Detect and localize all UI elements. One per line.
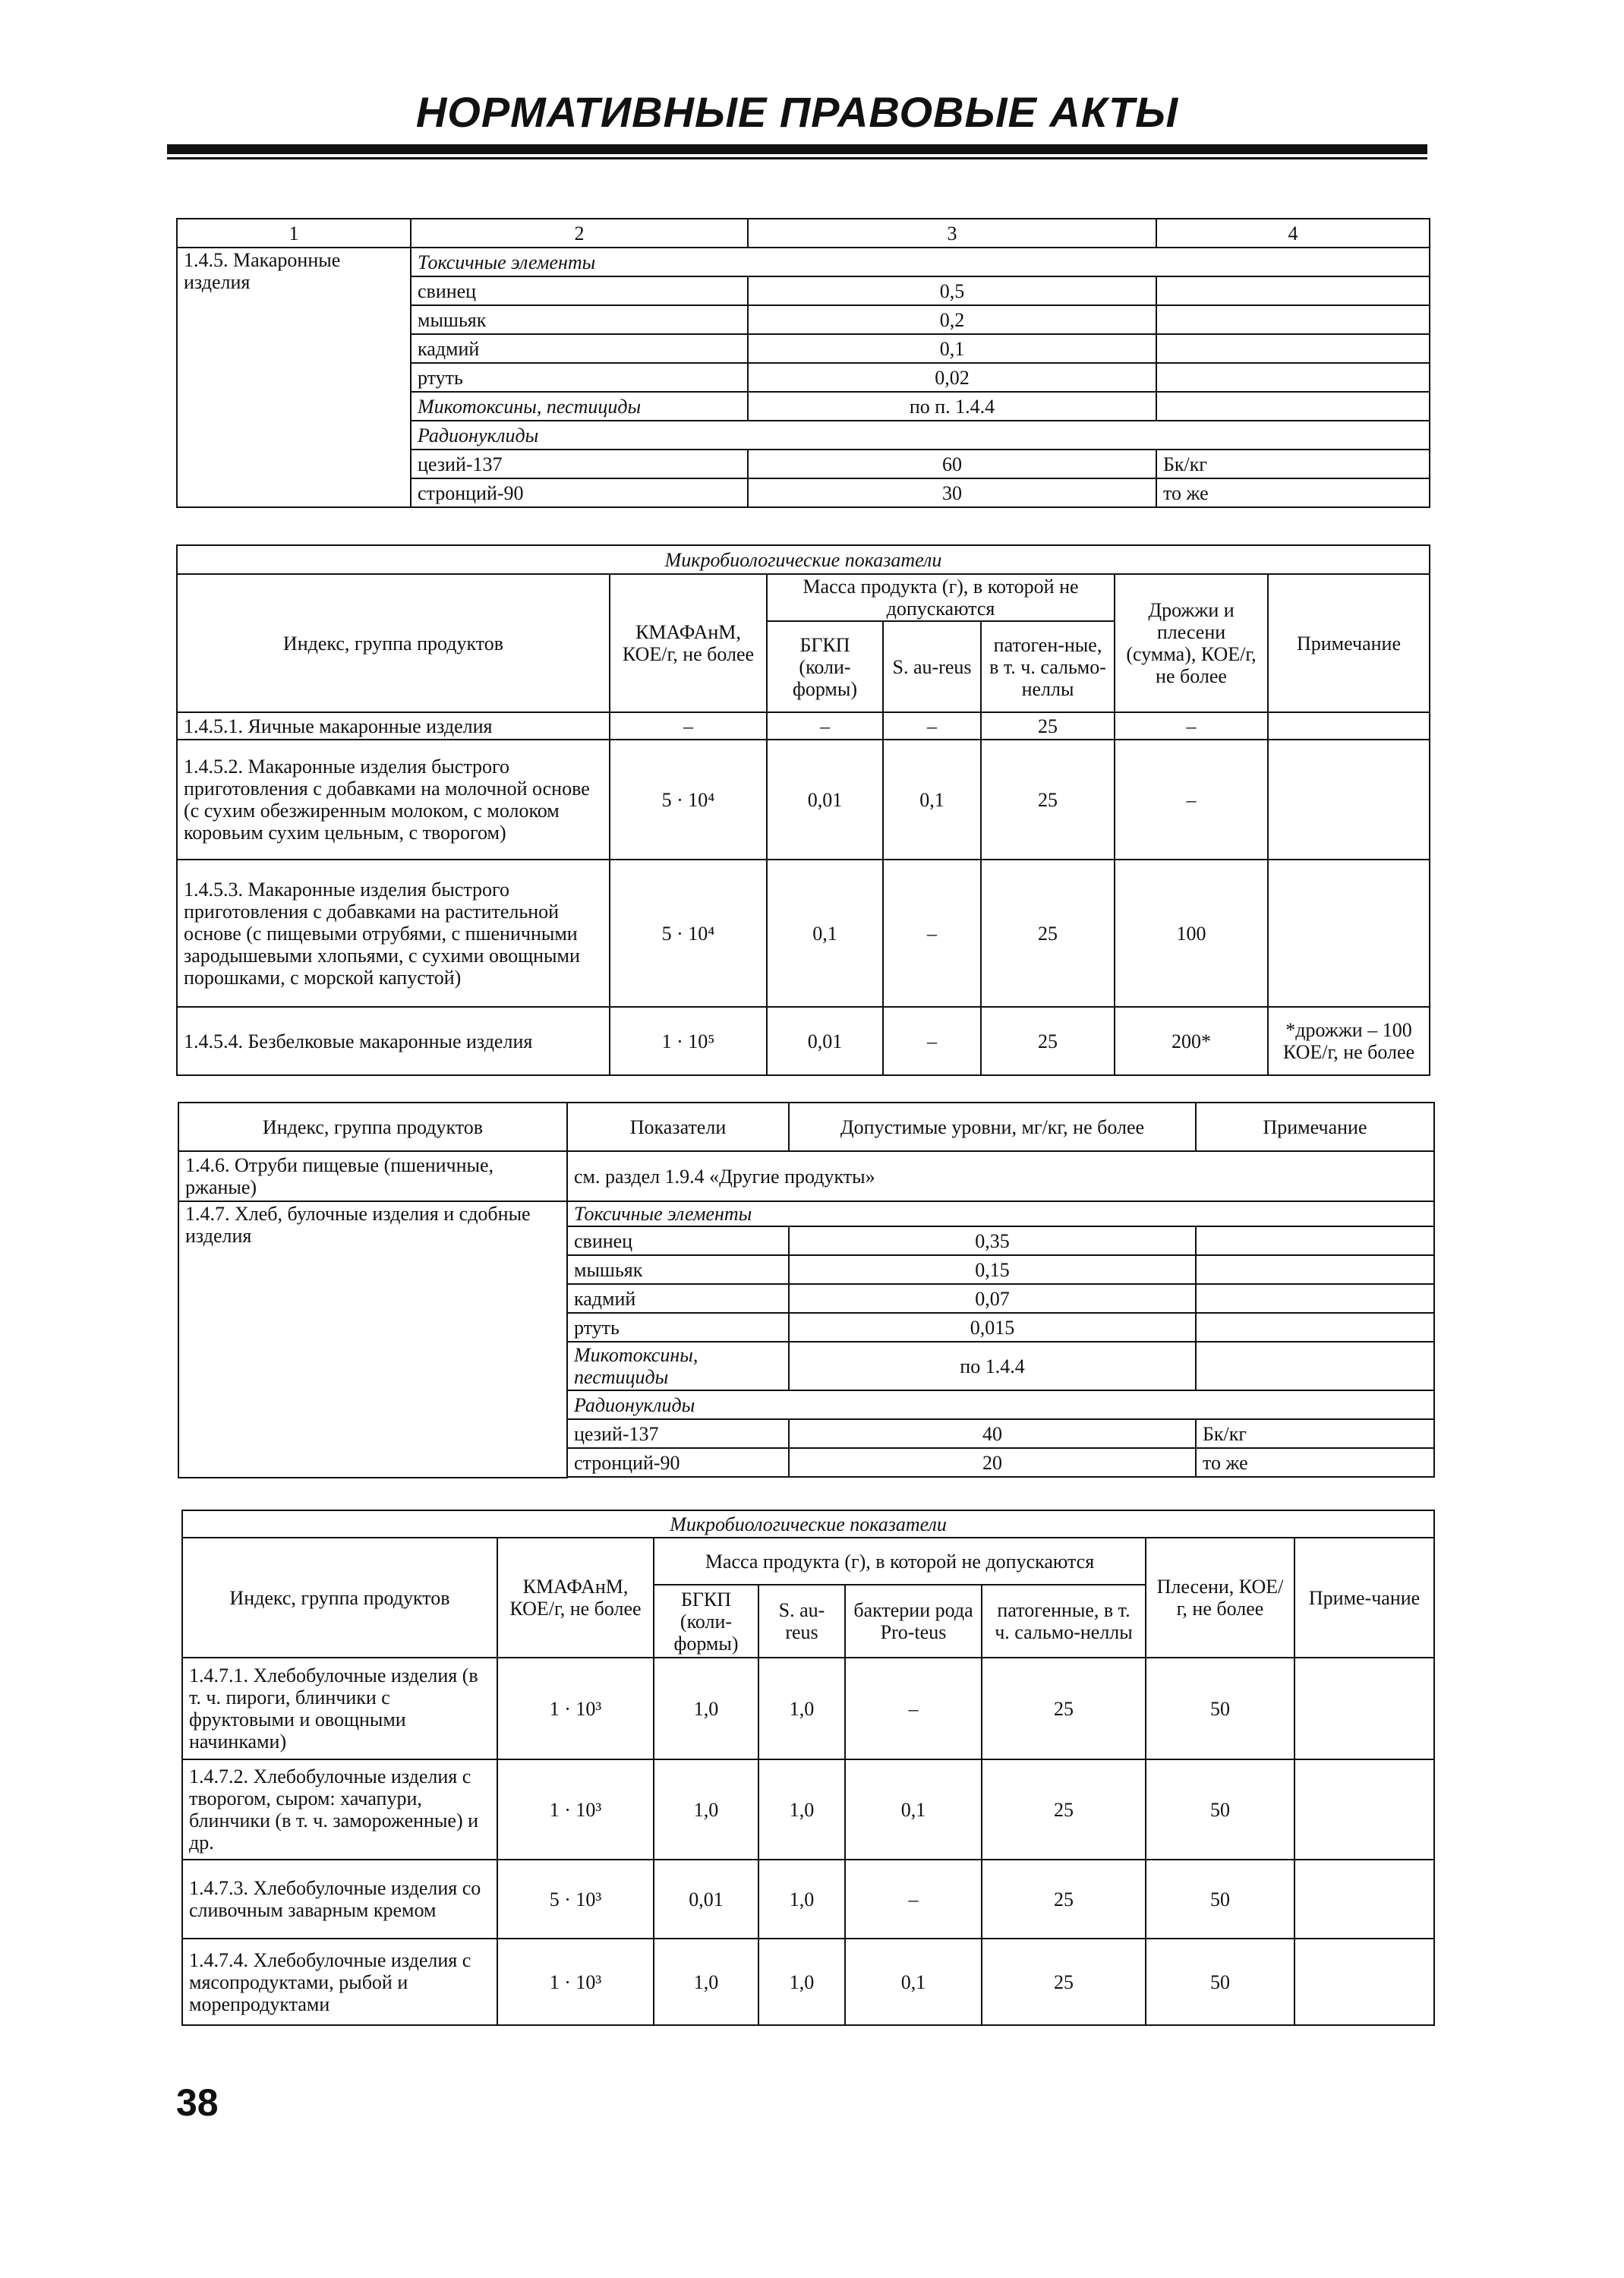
s-aureus-value: 0,1 (883, 740, 981, 860)
indicator-name: свинец (411, 276, 748, 305)
row-name: 1.4.5.3. Макаронные изделия быстрого приготовления с добавками на растительной основе (с пищевыми отрубями, с пшеничными зародышевыми хлопьями, с сухими овощными порошками, с морской капустой) (177, 860, 610, 1007)
row-name: 1.4.6. Отруби пищевые (пшеничные, ржаные) (178, 1151, 567, 1201)
note-cell (1156, 334, 1430, 363)
indicator-name: цезий-137 (567, 1419, 789, 1448)
row-name: 1.4.7.3. Хлебобулочные изделия со сливочным заварным кремом (182, 1860, 497, 1939)
note-cell: то же (1196, 1448, 1434, 1477)
pathogens-value: 25 (982, 1939, 1146, 2025)
row-name: 1.4.5.4. Безбелковые макаронные изделия (177, 1007, 610, 1075)
s-aureus-value: – (883, 1007, 981, 1075)
note-value (1294, 1759, 1434, 1860)
level-value: 40 (789, 1419, 1196, 1448)
section-label: Токсичные элементы (411, 248, 1430, 276)
note-value (1268, 740, 1430, 860)
indicator-name: Микотоксины, пестициды (411, 392, 748, 421)
note-cell (1156, 363, 1430, 392)
group-name: 1.4.5. Макаронные изделия (177, 248, 411, 507)
indicator-name: Микотоксины, пестициды (567, 1342, 789, 1390)
level-value: 0,15 (789, 1255, 1196, 1284)
bgkp-value: 1,0 (654, 1759, 758, 1860)
bgkp-value: 0,01 (767, 1007, 883, 1075)
header-rule-thick (167, 144, 1427, 154)
level-value: 60 (748, 450, 1156, 478)
indicator-name: стронций-90 (567, 1448, 789, 1477)
note-cell: то же (1156, 478, 1430, 507)
header-note: Приме-чание (1294, 1538, 1434, 1658)
row-name: 1.4.5.1. Яичные макаронные изделия (177, 712, 610, 740)
s-aureus-value: 1,0 (758, 1939, 845, 2025)
bgkp-value: – (767, 712, 883, 740)
pathogens-value: 25 (982, 1759, 1146, 1860)
indicator-name: кадмий (411, 334, 748, 363)
kmaf-value: 5 · 10³ (497, 1860, 654, 1939)
note-value: *дрожжи – 100 КОЕ/г, не более (1268, 1007, 1430, 1075)
indicator-name: мышьяк (567, 1255, 789, 1284)
note-cell (1196, 1342, 1434, 1390)
header-yeast: Дрожжи и плесени (сумма), КОЕ/г, не более (1115, 574, 1268, 712)
proteus-value: – (845, 1860, 982, 1939)
kmaf-value: 1 · 10³ (497, 1658, 654, 1759)
header-index: Индекс, группа продуктов (182, 1538, 497, 1658)
table-pasta-microbiology (176, 544, 1430, 1076)
header-note: Примечание (1196, 1103, 1434, 1151)
page-number: 38 (176, 2081, 219, 2124)
note-value (1294, 1860, 1434, 1939)
pathogens-value: 25 (981, 740, 1115, 860)
header-indicators: Показатели (567, 1103, 789, 1151)
section-label: Радионуклиды (411, 421, 1430, 450)
note-cell (1196, 1284, 1434, 1313)
yeast-value: – (1115, 740, 1268, 860)
level-value: по п. 1.4.4 (748, 392, 1156, 421)
table-bread-microbiology (181, 1510, 1435, 2026)
mold-value: 50 (1146, 1759, 1294, 1860)
pathogens-value: 25 (982, 1658, 1146, 1759)
level-value: 0,02 (748, 363, 1156, 392)
level-value: 0,1 (748, 334, 1156, 363)
mold-value: 50 (1146, 1939, 1294, 2025)
col-number: 4 (1156, 219, 1430, 248)
section-label: Радионуклиды (567, 1390, 1434, 1419)
yeast-value: 200* (1115, 1007, 1268, 1075)
page-header-title: НОРМАТИВНЫЕ ПРАВОВЫЕ АКТЫ (415, 88, 1179, 136)
table-title: Микробиологические показатели (177, 545, 1430, 574)
header-pathogens: патогенные, в т. ч. сальмо-неллы (982, 1585, 1146, 1658)
s-aureus-value: 1,0 (758, 1860, 845, 1939)
level-value: 0,2 (748, 305, 1156, 334)
yeast-value: 100 (1115, 860, 1268, 1007)
kmaf-value: 1 · 10³ (497, 1939, 654, 2025)
indicator-name: свинец (567, 1226, 789, 1255)
header-index: Индекс, группа продуктов (178, 1103, 567, 1151)
kmaf-value: 1 · 10³ (497, 1759, 654, 1860)
pathogens-value: 25 (982, 1860, 1146, 1939)
level-value: по 1.4.4 (789, 1342, 1196, 1390)
header-note: Примечание (1268, 574, 1430, 712)
s-aureus-value: – (883, 860, 981, 1007)
level-value: 0,015 (789, 1313, 1196, 1342)
pathogens-value: 25 (981, 712, 1115, 740)
row-name: 1.4.7.4. Хлебобулочные изделия с мясопродуктами, рыбой и морепродуктами (182, 1939, 497, 2025)
proteus-value: 0,1 (845, 1939, 982, 2025)
note-value (1294, 1658, 1434, 1759)
group-name: 1.4.7. Хлеб, булочные изделия и сдобные изделия (178, 1201, 567, 1478)
level-value: 30 (748, 478, 1156, 507)
col-number: 3 (748, 219, 1156, 248)
bgkp-value: 1,0 (654, 1658, 758, 1759)
header-mold: Плесени, КОЕ/г, не более (1146, 1538, 1294, 1658)
kmaf-value: 5 · 10⁴ (610, 860, 767, 1007)
header-bgkp: БГКП (коли-формы) (654, 1585, 758, 1658)
note-cell (1196, 1226, 1434, 1255)
pathogens-value: 25 (981, 860, 1115, 1007)
note-value (1268, 860, 1430, 1007)
bgkp-value: 0,01 (767, 740, 883, 860)
indicator-name: кадмий (567, 1284, 789, 1313)
level-value: 0,35 (789, 1226, 1196, 1255)
s-aureus-value: – (883, 712, 981, 740)
indicator-name: стронций-90 (411, 478, 748, 507)
indicator-name: цезий-137 (411, 450, 748, 478)
note-cell (1156, 276, 1430, 305)
level-value: 0,07 (789, 1284, 1196, 1313)
indicator-name: ртуть (411, 363, 748, 392)
note-cell: Бк/кг (1156, 450, 1430, 478)
header-kmaf: КМАФАнМ, КОЕ/г, не более (497, 1538, 654, 1658)
header-rule-thin (167, 157, 1427, 159)
kmaf-value: – (610, 712, 767, 740)
note-value (1294, 1939, 1434, 2025)
pathogens-value: 25 (981, 1007, 1115, 1075)
proteus-value: 0,1 (845, 1759, 982, 1860)
indicator-name: ртуть (567, 1313, 789, 1342)
reference-text: см. раздел 1.9.4 «Другие продукты» (567, 1151, 1434, 1201)
s-aureus-value: 1,0 (758, 1759, 845, 1860)
note-cell (1156, 392, 1430, 421)
yeast-value: – (1115, 712, 1268, 740)
note-cell (1156, 305, 1430, 334)
mold-value: 50 (1146, 1860, 1294, 1939)
row-name: 1.4.5.2. Макаронные изделия быстрого приготовления с добавками на молочной основе (с сухим обезжиренным молоком, с молоком коровьим сухим цельным, с творогом) (177, 740, 610, 860)
kmaf-value: 1 · 10⁵ (610, 1007, 767, 1075)
proteus-value: – (845, 1658, 982, 1759)
header-kmaf: КМАФАнМ, КОЕ/г, не более (610, 574, 767, 712)
bgkp-value: 0,1 (767, 860, 883, 1007)
header-levels: Допустимые уровни, мг/кг, не более (789, 1103, 1196, 1151)
bgkp-value: 1,0 (654, 1939, 758, 2025)
header-proteus: бактерии рода Pro-teus (845, 1585, 982, 1658)
note-value (1268, 712, 1430, 740)
row-name: 1.4.7.2. Хлебобулочные изделия с творогом, сыром: хачапури, блинчики (в т. ч. замороженные) и др. (182, 1759, 497, 1860)
table-bread-contaminants (178, 1102, 1435, 1478)
indicator-name: мышьяк (411, 305, 748, 334)
section-label: Токсичные элементы (567, 1201, 1434, 1226)
row-name: 1.4.7.1. Хлебобулочные изделия (в т. ч. пироги, блинчики с фруктовыми и овощными начинками) (182, 1658, 497, 1759)
col-number: 1 (177, 219, 411, 248)
level-value: 20 (789, 1448, 1196, 1477)
note-cell (1196, 1255, 1434, 1284)
header-pathogens: патоген-ные, в т. ч. сальмо-неллы (981, 621, 1115, 712)
level-value: 0,5 (748, 276, 1156, 305)
table-title: Микробиологические показатели (182, 1510, 1434, 1538)
kmaf-value: 5 · 10⁴ (610, 740, 767, 860)
note-cell: Бк/кг (1196, 1419, 1434, 1448)
col-number: 2 (411, 219, 748, 248)
header-mass: Масса продукта (г), в которой не допускаются (767, 574, 1115, 621)
note-cell (1196, 1313, 1434, 1342)
header-index: Индекс, группа продуктов (177, 574, 610, 712)
header-bgkp: БГКП (коли-формы) (767, 621, 883, 712)
s-aureus-value: 1,0 (758, 1658, 845, 1759)
header-s-aureus: S. au-reus (758, 1585, 845, 1658)
table-pasta-contaminants (176, 218, 1430, 508)
bgkp-value: 0,01 (654, 1860, 758, 1939)
header-s-aureus: S. au-reus (883, 621, 981, 712)
mold-value: 50 (1146, 1658, 1294, 1759)
header-mass: Масса продукта (г), в которой не допускаются (654, 1538, 1146, 1585)
